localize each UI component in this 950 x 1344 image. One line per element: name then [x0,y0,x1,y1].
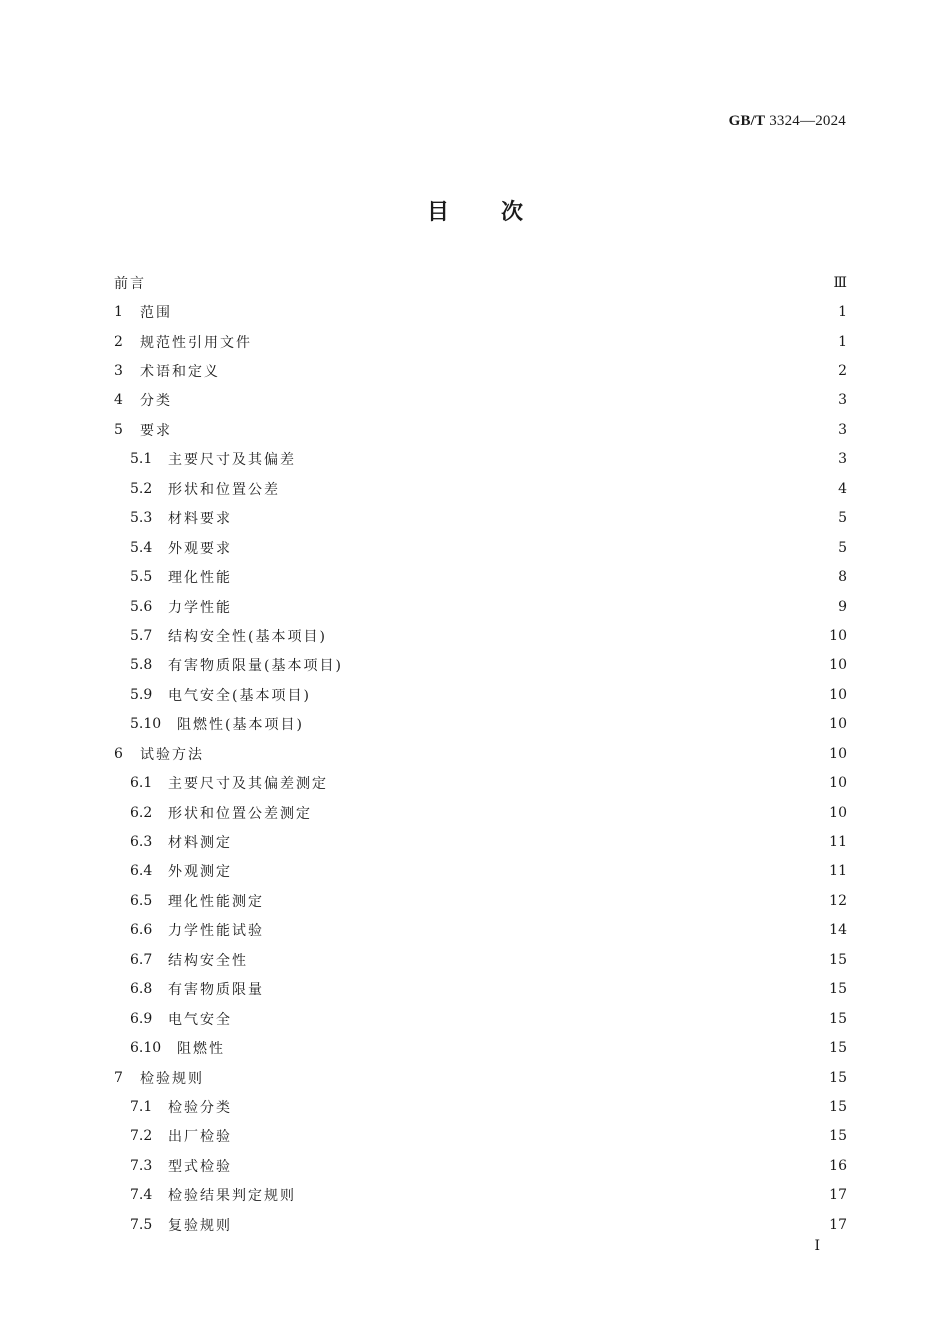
toc-entry-label: 分类 [140,393,172,410]
toc-entry-page: 10 [829,686,847,703]
toc-entry-page: 15 [829,1098,847,1115]
toc-entry-number: 5.9 [130,686,153,703]
toc-entry-label: 检验分类 [168,1099,232,1116]
toc-entry-page: 1 [838,304,847,321]
toc-leader-dots [233,1159,828,1173]
toc-leader-dots [249,953,828,967]
toc-leader-dots [265,982,828,996]
toc-entry[interactable] [114,356,847,385]
toc-leader-dots [173,393,837,407]
toc-entry-label: 形状和位置公差 [168,481,280,498]
toc-leader-dots [328,629,828,643]
toc-entry-number: 6.10 [130,1040,162,1057]
toc-entry-number: 5.7 [130,627,153,644]
toc-entry-label: 术语和定义 [140,364,220,381]
toc-leader-dots [205,1071,828,1085]
toc-entry[interactable] [114,268,847,297]
toc-entry-page: 10 [829,716,847,733]
toc-entry-number: 5 [114,421,123,438]
toc-entry[interactable] [114,533,847,562]
toc-leader-dots [297,1188,828,1202]
toc-entry-number: 6.7 [130,951,153,968]
toc-entry-label: 规范性引用文件 [140,334,252,351]
toc-entry-label: 材料测定 [168,835,232,852]
toc-entry[interactable] [114,415,847,444]
toc-entry-number: 5.2 [130,480,153,497]
toc-entry[interactable] [114,327,847,356]
toc-entry-page: 3 [838,392,847,409]
table-of-contents [114,268,847,1239]
toc-entry-page: 15 [829,951,847,968]
toc-entry-label: 外观要求 [168,540,232,557]
toc-entry-label: 力学性能 [168,599,232,616]
toc-entry-number: 7 [114,1069,123,1086]
toc-leader-dots [173,423,837,437]
toc-entry-label: 电气安全(基本项目) [168,687,311,704]
toc-entry-page: 1 [838,333,847,350]
toc-entry-page: 3 [838,451,847,468]
toc-entry-page: 10 [829,657,847,674]
toc-entry-number: 5.4 [130,539,153,556]
toc-leader-dots [233,511,837,525]
toc-entry[interactable] [114,1004,847,1033]
toc-entry[interactable] [114,886,847,915]
toc-entry-number: 7.1 [130,1098,153,1115]
toc-entry-label: 出厂检验 [168,1129,232,1146]
toc-entry-page: 10 [829,775,847,792]
toc-entry-page: 11 [829,863,847,880]
toc-entry[interactable] [114,386,847,415]
toc-entry[interactable] [114,916,847,945]
toc-entry-number: 1 [114,304,123,321]
toc-leader-dots [233,570,837,584]
toc-entry[interactable] [114,504,847,533]
toc-entry-page: 9 [838,598,847,615]
toc-entry-page: 15 [829,1069,847,1086]
toc-entry-page: 16 [829,1157,847,1174]
toc-entry-number: 6.3 [130,834,153,851]
toc-entry[interactable] [114,592,847,621]
toc-leader-dots [226,1041,828,1055]
toc-entry-label: 型式检验 [168,1158,232,1175]
toc-entry-label: 结构安全性(基本项目) [168,628,327,645]
toc-entry-page: 10 [829,804,847,821]
toc-leader-dots [281,482,837,496]
toc-entry-page: 17 [829,1216,847,1233]
toc-leader-dots [233,1218,828,1232]
toc-entry-page: 14 [829,922,847,939]
toc-entry-number: 6.9 [130,1010,153,1027]
toc-entry[interactable] [114,975,847,1004]
toc-entry-number: 4 [114,392,123,409]
toc-entry-number: 5.5 [130,569,153,586]
toc-entry-number: 6 [114,745,123,762]
toc-leader-dots [305,717,828,731]
toc-entry-label: 有害物质限量(基本项目) [168,658,343,675]
toc-entry[interactable] [114,680,847,709]
page-number: Ⅰ [814,1239,820,1254]
toc-entry[interactable] [114,1151,847,1180]
toc-entry-page: 8 [838,569,847,586]
toc-leader-dots [233,864,828,878]
toc-entry-label: 检验结果判定规则 [168,1188,296,1205]
toc-entry[interactable] [114,827,847,856]
toc-entry-number: 6.8 [130,981,153,998]
standard-code-number: 3324—2024 [765,113,846,129]
toc-entry-label: 前言 [114,275,146,292]
toc-entry-label: 结构安全性 [168,952,248,969]
toc-entry-page: 5 [838,539,847,556]
toc-entry-label: 范围 [140,305,172,322]
toc-leader-dots [329,776,828,790]
toc-entry[interactable] [114,798,847,827]
toc-entry-page: 4 [838,480,847,497]
toc-leader-dots [265,923,828,937]
toc-entry[interactable] [114,1033,847,1062]
toc-leader-dots [312,688,828,702]
toc-entry[interactable] [114,474,847,503]
toc-entry-label: 形状和位置公差测定 [168,805,312,822]
toc-leader-dots [233,835,828,849]
toc-leader-dots [253,335,837,349]
toc-entry[interactable] [114,1122,847,1151]
toc-entry-page: Ⅲ [833,274,847,291]
toc-entry-number: 5.10 [130,716,162,733]
toc-entry-number: 7.3 [130,1157,153,1174]
toc-entry-label: 主要尺寸及其偏差测定 [168,776,328,793]
toc-entry-label: 要求 [140,422,172,439]
toc-entry-number: 6.6 [130,922,153,939]
toc-entry-label: 材料要求 [168,511,232,528]
page-title: 目次 [426,200,575,225]
toc-entry-page: 5 [838,510,847,527]
toc-leader-dots [344,658,828,672]
toc-leader-dots [297,452,837,466]
toc-entry[interactable] [114,857,847,886]
toc-entry-number: 7.5 [130,1216,153,1233]
toc-entry-page: 12 [829,892,847,909]
toc-entry-number: 5.1 [130,451,153,468]
toc-entry[interactable] [114,1181,847,1210]
toc-entry[interactable] [114,562,847,591]
toc-entry[interactable] [114,945,847,974]
toc-entry-label: 外观测定 [168,864,232,881]
toc-entry[interactable] [114,297,847,326]
toc-entry-page: 17 [829,1187,847,1204]
toc-entry-number: 2 [114,333,123,350]
toc-entry-label: 电气安全 [168,1011,232,1028]
toc-entry-number: 6.5 [130,892,153,909]
toc-leader-dots [233,1129,828,1143]
toc-leader-dots [233,1012,828,1026]
toc-entry[interactable] [114,739,847,768]
toc-leader-dots [221,364,837,378]
toc-entry-page: 10 [829,627,847,644]
toc-entry-page: 15 [829,981,847,998]
toc-leader-dots [173,305,837,319]
toc-entry-page: 3 [838,421,847,438]
toc-entry-page: 11 [829,834,847,851]
toc-entry-number: 6.2 [130,804,153,821]
toc-entry-label: 理化性能 [168,570,232,587]
toc-entry[interactable] [114,651,847,680]
toc-entry-label: 试验方法 [140,746,204,763]
toc-entry-label: 复验规则 [168,1217,232,1234]
toc-entry[interactable] [114,445,847,474]
standard-code [729,113,846,130]
toc-entry-page: 2 [838,363,847,380]
toc-entry-label: 主要尺寸及其偏差 [168,452,296,469]
toc-entry-number: 7.2 [130,1128,153,1145]
toc-entry-page: 15 [829,1010,847,1027]
toc-entry[interactable] [114,768,847,797]
toc-entry-label: 有害物质限量 [168,982,264,999]
toc-entry[interactable] [114,1063,847,1092]
standard-code-prefix: GB/T [728,113,766,129]
toc-leader-dots [233,1100,828,1114]
toc-entry-label: 检验规则 [140,1070,204,1087]
toc-entry-label: 力学性能试验 [168,923,264,940]
toc-entry-number: 5.6 [130,598,153,615]
toc-entry[interactable] [114,1092,847,1121]
toc-leader-dots [233,541,837,555]
toc-entry-label: 理化性能测定 [168,893,264,910]
toc-entry-page: 15 [829,1040,847,1057]
toc-entry[interactable] [114,1210,847,1239]
toc-entry-number: 6.4 [130,863,153,880]
toc-entry-label: 阻燃性(基本项目) [177,717,304,734]
toc-entry-number: 3 [114,363,123,380]
toc-entry-number: 6.1 [130,775,153,792]
toc-entry-number: 5.8 [130,657,153,674]
toc-leader-dots [205,747,828,761]
toc-leader-dots [265,894,828,908]
toc-entry-number: 7.4 [130,1187,153,1204]
toc-entry-page: 15 [829,1128,847,1145]
toc-entry[interactable] [114,710,847,739]
toc-entry-label: 阻燃性 [177,1041,225,1058]
toc-leader-dots [147,276,832,290]
toc-entry-number: 5.3 [130,510,153,527]
toc-entry-page: 10 [829,745,847,762]
toc-entry[interactable] [114,621,847,650]
toc-leader-dots [313,806,828,820]
toc-leader-dots [233,600,837,614]
